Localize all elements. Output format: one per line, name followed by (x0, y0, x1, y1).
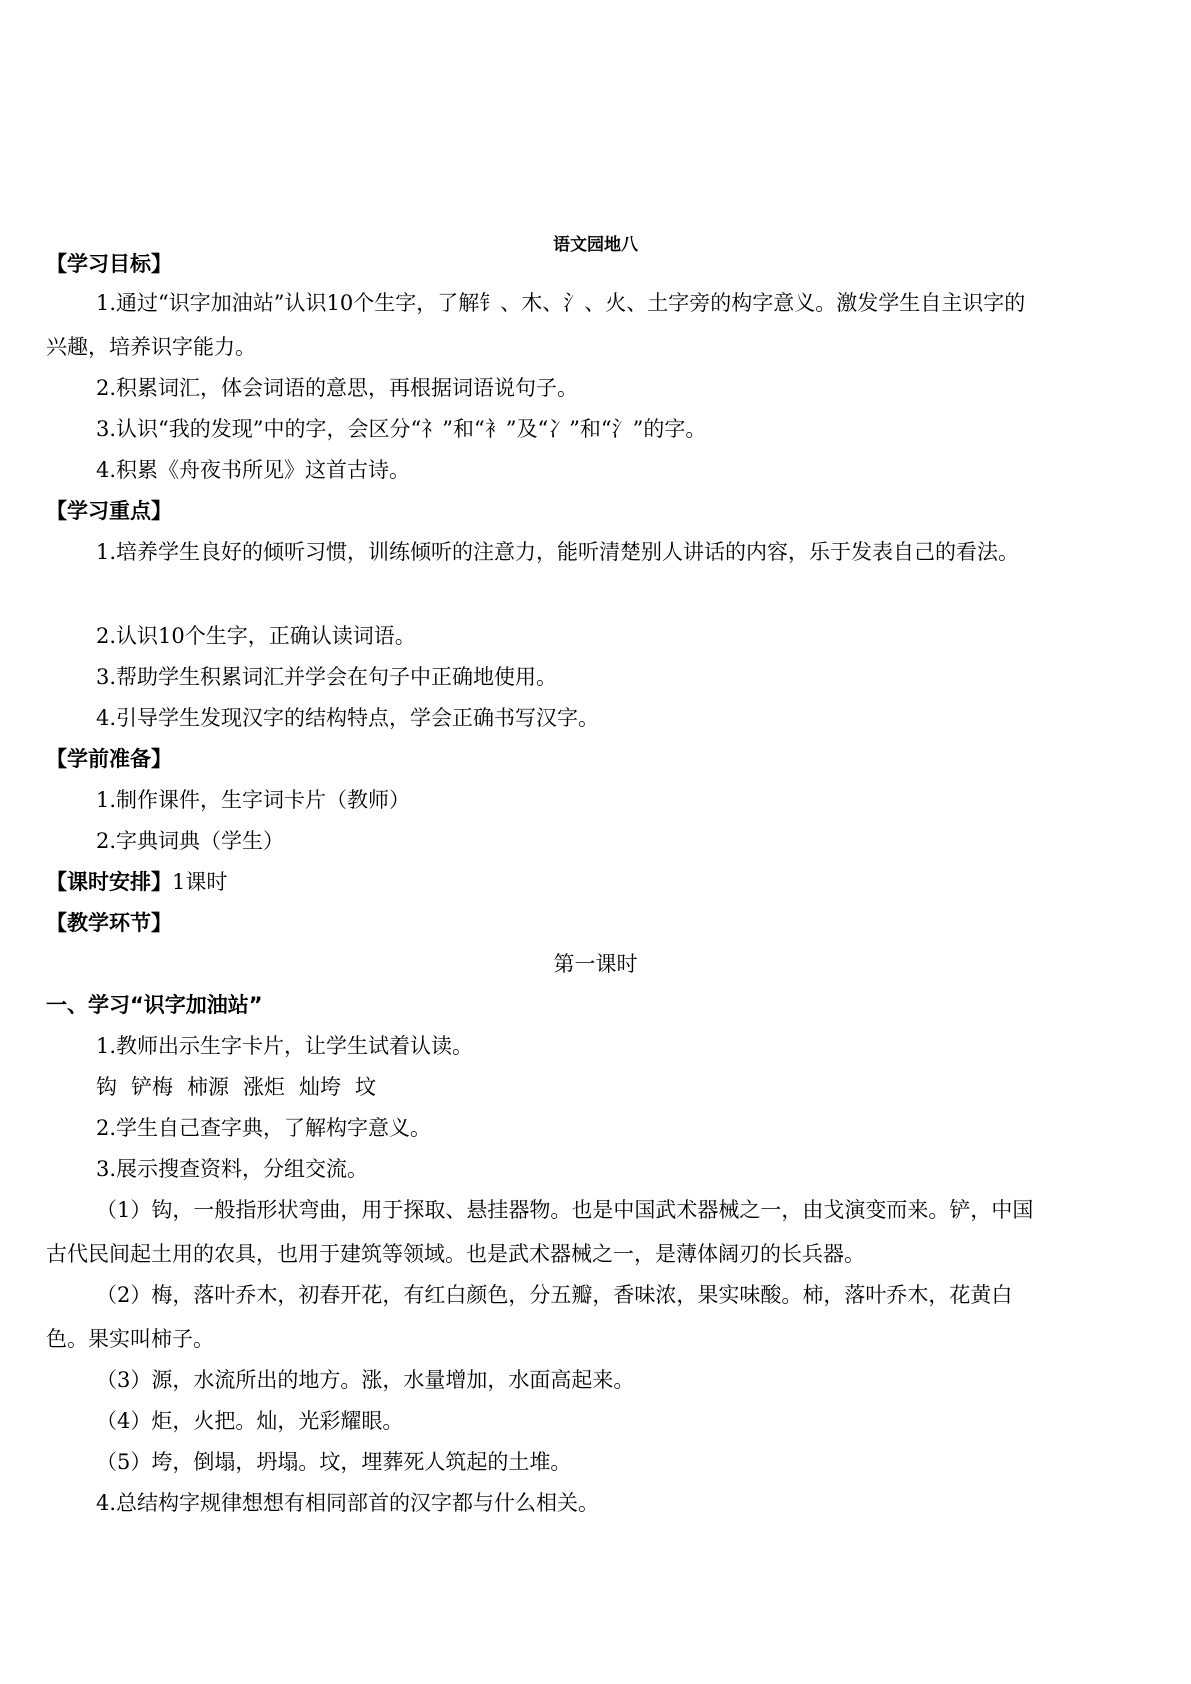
schedule-line (46, 868, 227, 896)
objectives-heading: 【学习目标】 (46, 252, 172, 276)
char-group: 涨炬 (243, 1075, 285, 1099)
process-heading: 【教学环节】 (46, 911, 172, 935)
step-2: 2.学生自己查字典，了解构字意义。 (96, 1116, 432, 1140)
objective-4: 4.积累《舟夜书所见》这首古诗。 (96, 458, 411, 482)
preparation-2: 2.字典词典（学生） (96, 829, 285, 853)
step-3: 3.展示搜查资料，分组交流。 (96, 1157, 369, 1181)
lesson-title: 第一课时 (553, 952, 638, 976)
char-group: 钩 (96, 1075, 117, 1099)
section-1-heading: 一、学习“识字加油站” (46, 993, 263, 1017)
note-2-line-2: 色。果实叫柿子。 (46, 1327, 214, 1351)
char-group: 灿垮 (299, 1075, 341, 1099)
focus-2: 2.认识10个生字，正确认读词语。 (96, 624, 416, 648)
focus-heading: 【学习重点】 (46, 499, 172, 523)
schedule-value: 1课时 (172, 870, 228, 894)
focus-3: 3.帮助学生积累词汇并学会在句子中正确地使用。 (96, 665, 558, 689)
note-2-line-1: （2）梅，落叶乔木，初春开花，有红白颜色，分五瓣，香味浓，果实味酸。柿，落叶乔木，花黄白 (96, 1283, 1013, 1307)
note-1-line-1: （1）钩，一般指形状弯曲，用于探取、悬挂器物。也是中国武术器械之一，由戈演变而来。铲，中国 (96, 1198, 1034, 1222)
preparation-heading: 【学前准备】 (46, 747, 172, 771)
char-group: 坟 (355, 1075, 376, 1099)
char-group: 铲梅 (131, 1075, 173, 1099)
document-title: 语文园地八 (553, 235, 638, 255)
character-list (96, 1073, 390, 1101)
step-1: 1.教师出示生字卡片，让学生试着认读。 (96, 1034, 474, 1058)
note-3: （3）源，水流所出的地方。涨，水量增加，水面高起来。 (96, 1368, 635, 1392)
preparation-1: 1.制作课件，生字词卡片（教师） (96, 788, 411, 812)
step-4: 4.总结构字规律想想有相同部首的汉字都与什么相关。 (96, 1491, 600, 1515)
objective-1-line-2: 兴趣，培养识字能力。 (46, 335, 256, 359)
char-group: 柿源 (187, 1075, 229, 1099)
focus-4: 4.引导学生发现汉字的结构特点，学会正确书写汉字。 (96, 706, 600, 730)
objective-3: 3.认识“我的发现”中的字，会区分“礻”和“衤”及“冫”和“氵”的字。 (96, 417, 707, 441)
note-4: （4）炬，火把。灿，光彩耀眼。 (96, 1409, 404, 1433)
note-5: （5）垮，倒塌，坍塌。坟，埋葬死人筑起的土堆。 (96, 1450, 572, 1474)
focus-1: 1.培养学生良好的倾听习惯，训练倾听的注意力，能听清楚别人讲话的内容，乐于发表自己的看法。 (96, 540, 1020, 564)
objective-1-line-1: 1.通过“识字加油站”认识10个生字，了解钅、木、氵、火、土字旁的构字意义。激发学生自主识字的 (96, 291, 1026, 315)
objective-2: 2.积累词汇，体会词语的意思，再根据词语说句子。 (96, 376, 579, 400)
schedule-heading: 【课时安排】 (46, 870, 172, 894)
note-1-line-2: 古代民间起土用的农具，也用于建筑等领域。也是武术器械之一，是薄体阔刃的长兵器。 (46, 1242, 865, 1266)
